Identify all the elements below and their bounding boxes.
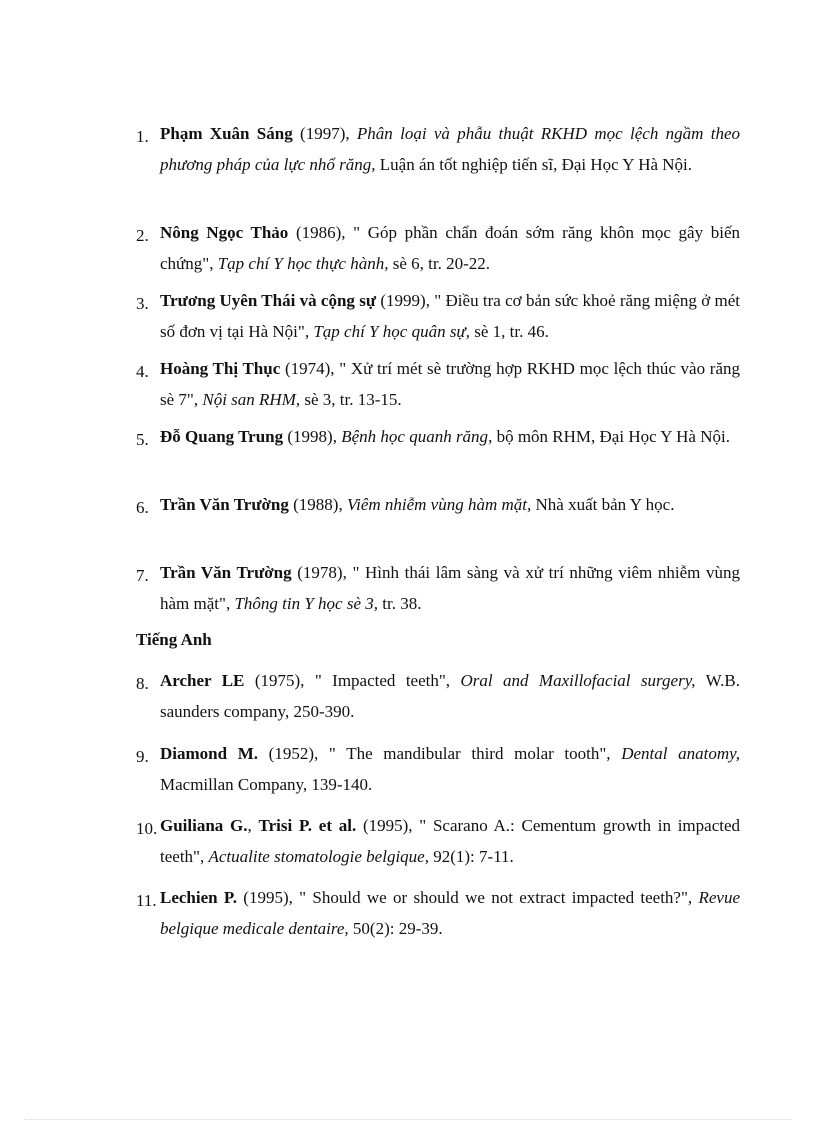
reference-author: Archer LE (160, 671, 245, 690)
reference-number: 8. (136, 674, 149, 693)
reference-details: sè 1, tr. 46. (469, 322, 549, 341)
reference-details: , bộ môn RHM, Đại Học Y Hà Nội. (488, 427, 730, 446)
reference-author: Trương Uyên Thái và cộng sự (160, 291, 377, 310)
reference-journal: Nội san RHM, (202, 390, 301, 409)
reference-details: 50(2): 29-39. (348, 919, 443, 938)
reference-title: " Impacted teeth", (314, 671, 461, 690)
reference-details: Luận án tốt nghiệp tiến sĩ, Đại Học Y Hà Nội. (375, 155, 693, 174)
reference-details: tr. 38. (378, 594, 422, 613)
reference-item (136, 665, 740, 727)
reference-item (136, 738, 740, 800)
reference-number: 1. (136, 127, 149, 146)
reference-item (136, 118, 740, 180)
reference-title: " Scarano A.: Cementum growth in impacted teeth", (160, 816, 741, 866)
reference-journal: Actualite stomatologie belgique, (208, 847, 429, 866)
reference-text (160, 810, 740, 872)
reference-number: 6. (136, 498, 149, 517)
reference-author: Trần Văn Trường (160, 495, 289, 514)
reference-title: " Điều tra cơ bản sức khoẻ răng miệng ở mét số đơn vị tại Hà Nội", (160, 291, 740, 341)
reference-year: (1997), (292, 124, 357, 143)
reference-author: Nông Ngọc Thảo (160, 223, 289, 242)
reference-year: (1975), (244, 671, 315, 690)
reference-title: " The mandibular third molar tooth", (328, 744, 622, 763)
reference-author: Phạm Xuân Sáng (160, 124, 293, 143)
reference-details: sè 6, tr. 20-22. (388, 254, 490, 273)
reference-number: 11. (136, 891, 157, 910)
reference-author: Đỗ Quang Trung (160, 427, 284, 446)
reference-item (136, 217, 740, 279)
reference-journal: Dental anatomy, (621, 744, 740, 763)
reference-year: (1974), (280, 359, 340, 378)
reference-title: Viêm nhiễm vùng hàm mặt, (346, 495, 532, 514)
reference-text (160, 353, 740, 415)
reference-details: W.B. saunders company, 250-390. (160, 671, 740, 721)
reference-title: " Xử trí mét sè trường hợp RKHD mọc lệch thúc vào răng sè 7", (160, 359, 740, 409)
reference-text (160, 557, 740, 619)
reference-details: 92(1): 7-11. (428, 847, 514, 866)
page-bottom-rule (24, 1119, 792, 1120)
reference-author-separator: , (247, 816, 259, 835)
reference-title: " Should we or should we not extract impacted teeth?", (299, 888, 699, 907)
reference-journal: Oral and Maxillofacial surgery, (460, 671, 696, 690)
reference-text (160, 421, 740, 452)
reference-number: 2. (136, 226, 149, 245)
reference-item (136, 489, 740, 520)
reference-text (160, 489, 740, 520)
reference-item (136, 353, 740, 415)
reference-item (136, 285, 740, 347)
reference-details: Macmillan Company, 139-140. (160, 775, 373, 794)
reference-number: 10. (136, 819, 158, 838)
reference-item (136, 810, 740, 872)
reference-year: (1952), (258, 744, 329, 763)
reference-item (136, 882, 740, 944)
reference-number: 4. (136, 362, 149, 381)
section-heading: Tiếng Anh (136, 630, 212, 649)
reference-number: 3. (136, 294, 149, 313)
reference-text (160, 738, 740, 800)
reference-details: sè 3, tr. 13-15. (300, 390, 402, 409)
reference-author: Lechien P. (160, 888, 237, 907)
reference-title: " Hình thái lâm sàng và xử trí những viêm nhiễm vùng hàm mặt", (160, 563, 740, 613)
reference-journal: Revue belgique medicale dentaire, (160, 888, 740, 938)
reference-year: (1995), (236, 888, 300, 907)
reference-text (160, 882, 740, 944)
reference-author: Hoàng Thị Thục (160, 359, 281, 378)
reference-details: Nhà xuất bản Y học. (531, 495, 675, 514)
reference-year: (1988), (288, 495, 347, 514)
reference-text (160, 217, 740, 279)
reference-text (160, 665, 740, 727)
reference-text (160, 118, 740, 180)
reference-journal: Tạp chí Y học quân sự, (313, 322, 470, 341)
reference-year: (1978), (291, 563, 353, 582)
reference-title: Phân loại và phẫu thuật RKHD mọc lệch ngầm theo phương pháp của lực nhổ răng, (160, 124, 740, 174)
reference-text (160, 285, 740, 347)
reference-coauthors: Trisi P. et al. (258, 816, 357, 835)
reference-year: (1998), (283, 427, 342, 446)
reference-number: 7. (136, 566, 149, 585)
reference-author: Guiliana G. (160, 816, 248, 835)
reference-item (136, 557, 740, 619)
reference-year: (1995), (356, 816, 420, 835)
reference-number: 9. (136, 747, 149, 766)
reference-title: " Góp phần chẩn đoán sớm răng khôn mọc gây biến chứng", (160, 223, 740, 273)
reference-journal: Thông tin Y học sè 3, (234, 594, 379, 613)
reference-number: 5. (136, 430, 149, 449)
reference-journal: Tạp chí Y học thực hành, (217, 254, 389, 273)
reference-item (136, 421, 740, 452)
reference-author: Trần Văn Trường (160, 563, 292, 582)
reference-year: (1999), (376, 291, 435, 310)
reference-title: Bệnh học quanh răng (341, 427, 489, 446)
reference-author: Diamond M. (160, 744, 259, 763)
reference-year: (1986), (288, 223, 354, 242)
